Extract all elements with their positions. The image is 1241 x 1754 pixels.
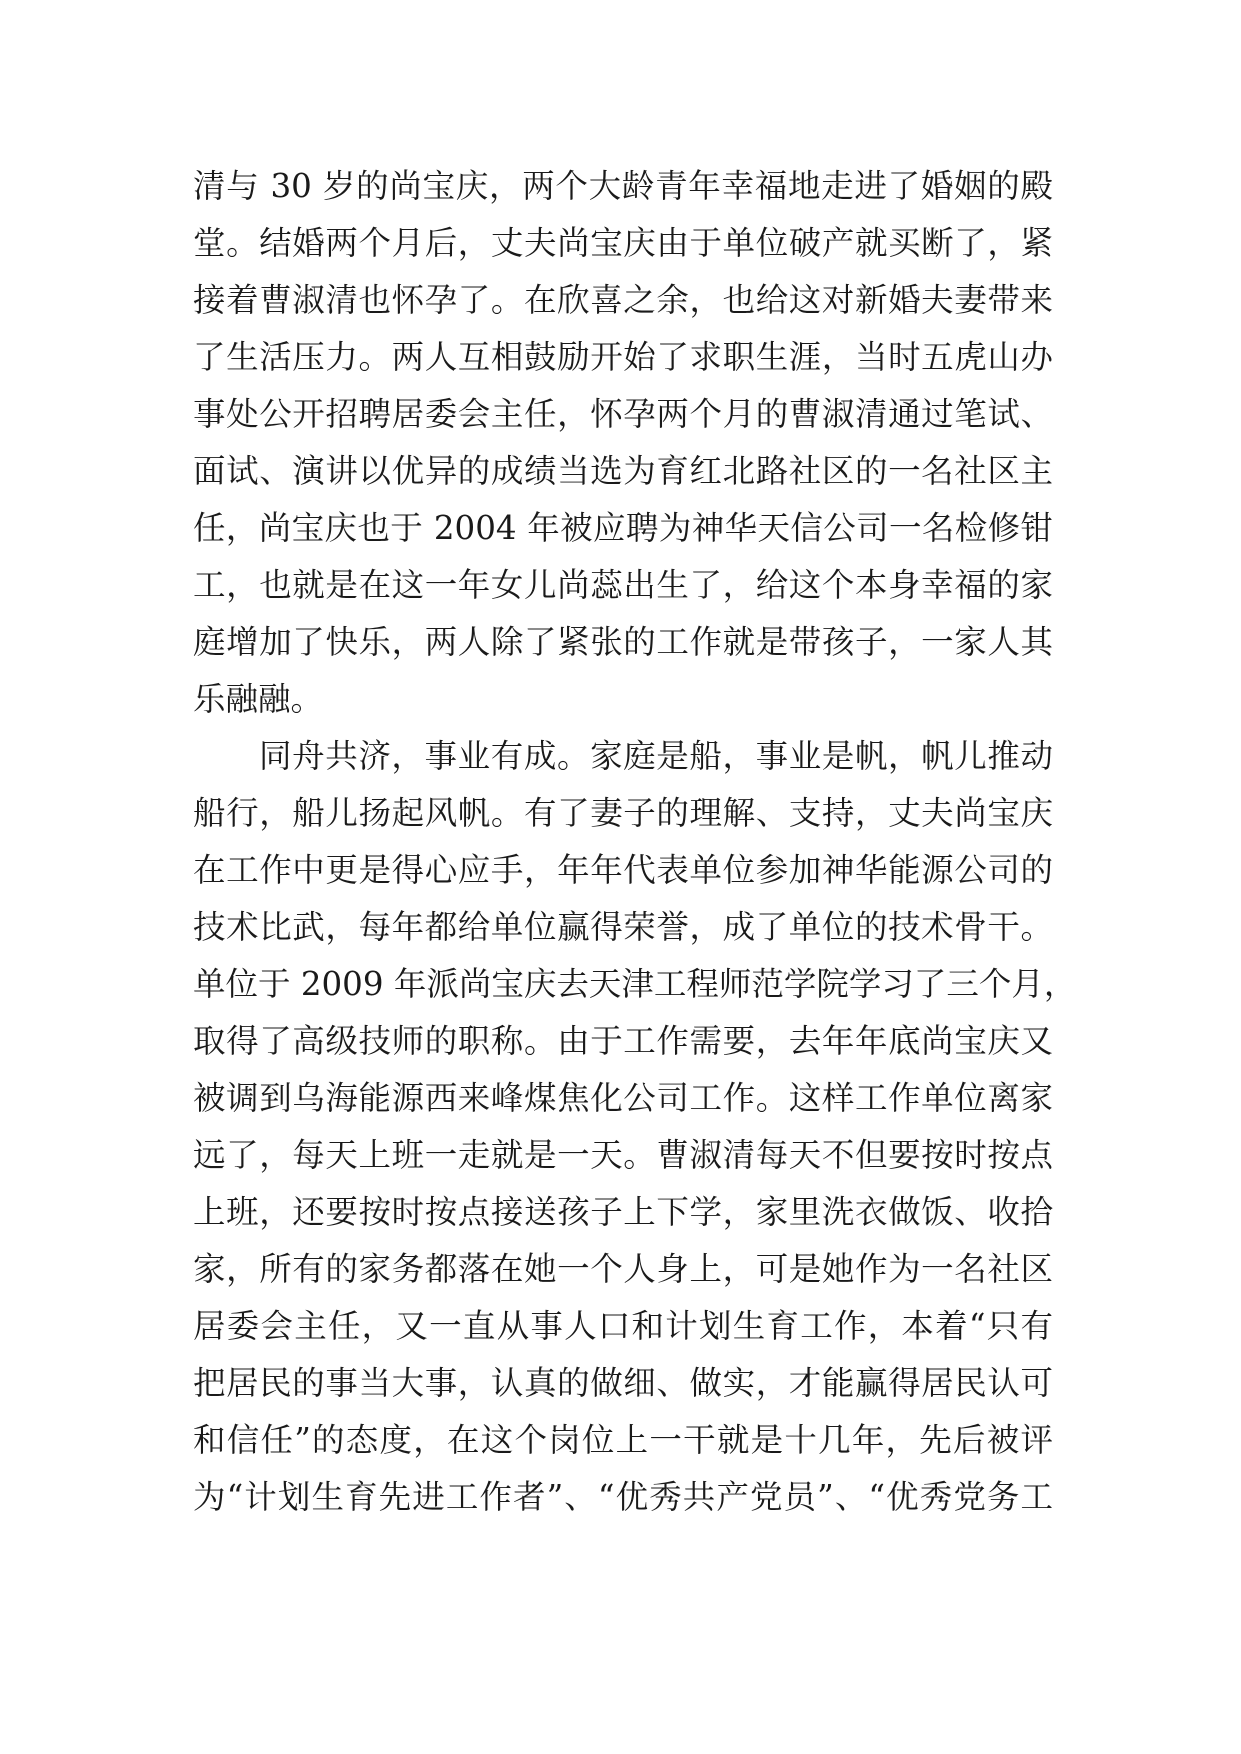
text-line: 清与 30 岁的尚宝庆，两个大龄青年幸福地走进了婚姻的殿 (193, 167, 1053, 205)
text-line: 了生活压力。两人互相鼓励开始了求职生涯，当时五虎山办 (193, 338, 1053, 376)
text-line: 船行，船儿扬起风帆。有了妻子的理解、支持，丈夫尚宝庆 (193, 794, 1053, 832)
text-line: 技术比武，每年都给单位赢得荣誉，成了单位的技术骨干。 (193, 908, 1053, 946)
paragraph-2 (193, 728, 1077, 1526)
text-line: 被调到乌海能源西来峰煤焦化公司工作。这样工作单位离家 (193, 1079, 1053, 1117)
text-line: 家，所有的家务都落在她一个人身上，可是她作为一名社区 (193, 1250, 1053, 1288)
text-line: 取得了高级技师的职称。由于工作需要，去年年底尚宝庆又 (193, 1022, 1053, 1060)
text-line: 乐融融。 (193, 680, 324, 718)
text-line: 事处公开招聘居委会主任，怀孕两个月的曹淑清通过笔试、 (193, 395, 1053, 433)
text-line: 和信任”的态度，在这个岗位上一干就是十几年，先后被评 (193, 1421, 1053, 1459)
text-line: 在工作中更是得心应手，年年代表单位参加神华能源公司的 (193, 851, 1053, 889)
text-line: 同舟共济，事业有成。家庭是船，事业是帆，帆儿推动 (259, 737, 1053, 775)
text-line: 单位于 2009 年派尚宝庆去天津工程师范学院学习了三个月， (193, 965, 1077, 1003)
text-line: 接着曹淑清也怀孕了。在欣喜之余，也给这对新婚夫妻带来 (193, 281, 1053, 319)
text-line: 上班，还要按时按点接送孩子上下学，家里洗衣做饭、收拾 (193, 1193, 1053, 1231)
text-line: 庭增加了快乐，两人除了紧张的工作就是带孩子，一家人其 (193, 623, 1053, 661)
text-line: 为“计划生育先进工作者”、“优秀共产党员”、“优秀党务工 (193, 1478, 1053, 1516)
text-line: 工，也就是在这一年女儿尚蕊出生了，给这个本身幸福的家 (193, 566, 1053, 604)
text-line: 把居民的事当大事，认真的做细、做实，才能赢得居民认可 (193, 1364, 1053, 1402)
paragraph-1 (193, 158, 1053, 728)
text-line: 堂。结婚两个月后，丈夫尚宝庆由于单位破产就买断了，紧 (193, 224, 1053, 262)
text-line: 远了，每天上班一走就是一天。曹淑清每天不但要按时按点 (193, 1136, 1053, 1174)
text-line: 任，尚宝庆也于 2004 年被应聘为神华天信公司一名检修钳 (193, 509, 1053, 547)
text-line: 居委会主任，又一直从事人口和计划生育工作，本着“只有 (193, 1307, 1053, 1345)
body-text (193, 158, 1077, 1526)
text-line: 面试、演讲以优异的成绩当选为育红北路社区的一名社区主 (193, 452, 1053, 490)
